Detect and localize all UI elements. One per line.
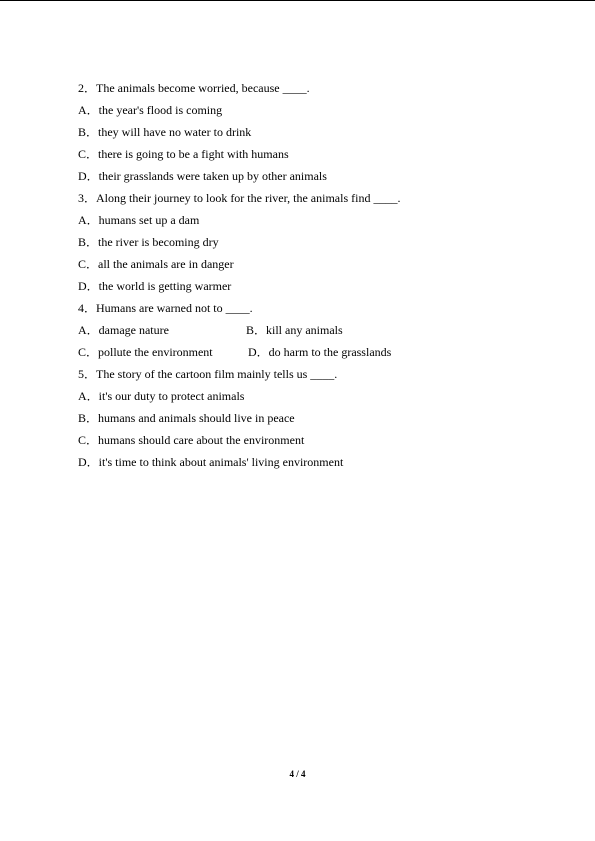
question-2-stem: 2．The animals become worried, because ____. [78,81,310,95]
question-2-option-b: B．they will have no water to drink [78,125,252,139]
page-number: 4 / 4 [289,769,306,779]
question-4-option-a: A．damage nature [78,323,169,337]
question-5-option-b: B．humans and animals should live in peace [78,411,295,425]
question-2-option-a: A．the year's flood is coming [78,103,223,117]
question-5-option-c: C．humans should care about the environment [78,433,305,447]
question-2-option-d: D．their grasslands were taken up by other animals [78,169,327,183]
question-5-stem: 5．The story of the cartoon film mainly tells us ____. [78,367,338,381]
question-5-option-d: D．it's time to think about animals' living environment [78,455,344,469]
question-2-option-c: C．there is going to be a fight with humans [78,147,289,161]
question-3-option-a: A．humans set up a dam [78,213,200,227]
question-4-option-b: B．kill any animals [246,323,343,337]
question-4-options-row-1 [78,319,538,341]
question-3-option-b: B．the river is becoming dry [78,235,219,249]
question-5-option-a: A．it's our duty to protect animals [78,389,245,403]
question-3-option-c: C．all the animals are in danger [78,257,234,271]
question-list [78,77,538,473]
question-3-option-d: D．the world is getting warmer [78,279,232,293]
question-3-stem: 3．Along their journey to look for the river, the animals find ____. [78,191,401,205]
question-4-option-d: D．do harm to the grasslands [248,345,392,359]
question-4-stem: 4．Humans are warned not to ____. [78,301,253,315]
header-rule [0,0,595,1]
question-4-option-c: C．pollute the environment [78,345,213,359]
question-4-options-row-2 [78,341,538,363]
